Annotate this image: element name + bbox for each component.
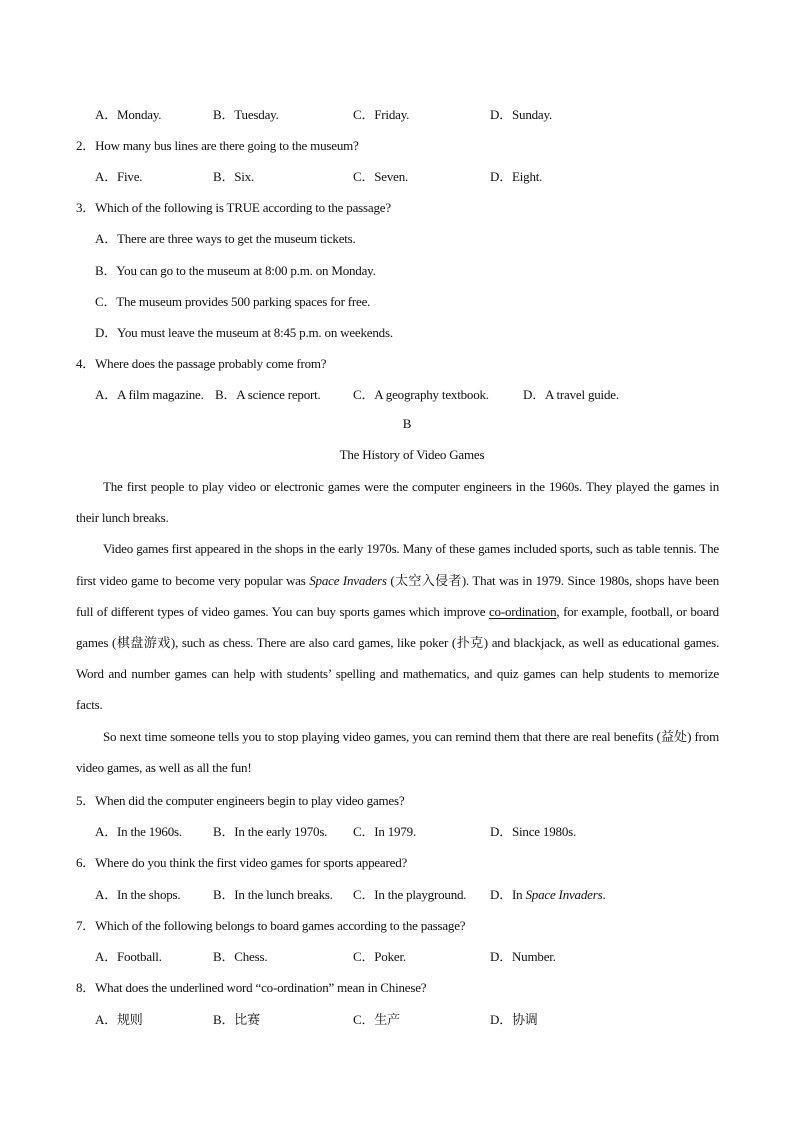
passage	[76, 471, 719, 783]
q8-option-d[interactable]: D．协调	[490, 1012, 538, 1027]
q8-option-c[interactable]: C．生产	[353, 1012, 400, 1027]
q6-option-d-suffix: .	[602, 887, 606, 902]
q5-stem: 5．When did the computer engineers begin to play video games?	[76, 793, 405, 808]
passage-paragraph-2	[76, 533, 719, 720]
q4-stem: 4．Where does the passage probably come from?	[76, 356, 327, 371]
q1-option-d[interactable]: D．Sunday.	[490, 107, 552, 122]
q3-option-d[interactable]: D．You must leave the museum at 8:45 p.m. on weekends.	[95, 325, 393, 340]
q7-option-a[interactable]: A．Football.	[95, 949, 162, 964]
q7-option-d[interactable]: D．Number.	[490, 949, 556, 964]
q2-option-d[interactable]: D．Eight.	[490, 169, 543, 184]
q5-option-b[interactable]: B．In the early 1970s.	[213, 824, 328, 839]
passage-paragraph-1: The first people to play video or electronic games were the computer engineers in the 1960s. They played the games in their lunch breaks.	[76, 479, 719, 526]
q5-option-d[interactable]: D．Since 1980s.	[490, 824, 577, 839]
q2-option-a[interactable]: A．Five.	[95, 169, 143, 184]
q4-option-d[interactable]: D．A travel guide.	[523, 387, 619, 402]
q6-option-d[interactable]	[490, 884, 606, 903]
q8-stem: 8．What does the underlined word “co-ordination” mean in Chinese?	[76, 980, 427, 995]
q3-option-a[interactable]: A．There are three ways to get the museum tickets.	[95, 231, 356, 246]
q3-option-c[interactable]: C．The museum provides 500 parking spaces for free.	[95, 294, 371, 309]
q3-stem: 3．Which of the following is TRUE according to the passage?	[76, 200, 391, 215]
underlined-word: co-ordination	[488, 603, 557, 619]
q5-option-c[interactable]: C．In 1979.	[353, 824, 417, 839]
q6-option-d-italic: Space Invaders	[525, 887, 603, 902]
q3-option-b[interactable]: B．You can go to the museum at 8:00 p.m. on Monday.	[95, 263, 376, 278]
q7-option-b[interactable]: B．Chess.	[213, 949, 268, 964]
q2-stem: 2．How many bus lines are there going to the museum?	[76, 138, 359, 153]
q6-option-c[interactable]: C．In the playground.	[353, 887, 467, 902]
passage-p2-text-b: (太空入侵者). That was in 1979. Since 1980s, shops have been full of different types of video games. You can buy sports games which improve	[76, 572, 719, 619]
q5-option-a[interactable]: A．In the 1960s.	[95, 824, 182, 839]
q8-option-a[interactable]: A．规则	[95, 1012, 143, 1027]
q4-option-a[interactable]: A．A film magazine.	[95, 387, 204, 402]
q4-option-b[interactable]: B．A science report.	[215, 387, 321, 402]
passage-paragraph-3: So next time someone tells you to stop playing video games, you can remind them that there are real benefits (益处) from video games, as well as all the fun!	[76, 728, 719, 775]
q7-option-c[interactable]: C．Poker.	[353, 949, 406, 964]
game-title-space-invaders: Space Invaders	[309, 572, 387, 588]
q1-option-b[interactable]: B．Tuesday.	[213, 107, 279, 122]
q1-option-a[interactable]: A．Monday.	[95, 107, 162, 122]
q7-stem: 7．Which of the following belongs to board games according to the passage?	[76, 918, 466, 933]
passage-p2-text-a: Video games first appeared in the shops in the early 1970s. Many of these games included sports, such as table tennis. The first video game to become very popular was	[76, 541, 719, 588]
passage-title: The History of Video Games	[339, 447, 485, 462]
q8-option-b[interactable]: B．比赛	[213, 1012, 260, 1027]
q2-option-b[interactable]: B．Six.	[213, 169, 255, 184]
q6-option-b[interactable]: B．In the lunch breaks.	[213, 887, 333, 902]
passage-p2-text-c: , for example, football, or board games (棋盘游戏), such as chess. There are also card games, like poker (扑克) and blackjack, as well as educational games. Word and number games can help with students’ spelling and mathematics, and quiz games can help students to memorize facts.	[76, 603, 719, 713]
q2-option-c[interactable]: C．Seven.	[353, 169, 409, 184]
q6-option-d-prefix: D．In	[490, 887, 526, 902]
q6-stem: 6．Where do you think the first video games for sports appeared?	[76, 855, 408, 870]
q6-option-a[interactable]: A．In the shops.	[95, 887, 181, 902]
q1-option-c[interactable]: C．Friday.	[353, 107, 410, 122]
section-letter: B	[402, 416, 412, 431]
q4-option-c[interactable]: C．A geography textbook.	[353, 387, 489, 402]
